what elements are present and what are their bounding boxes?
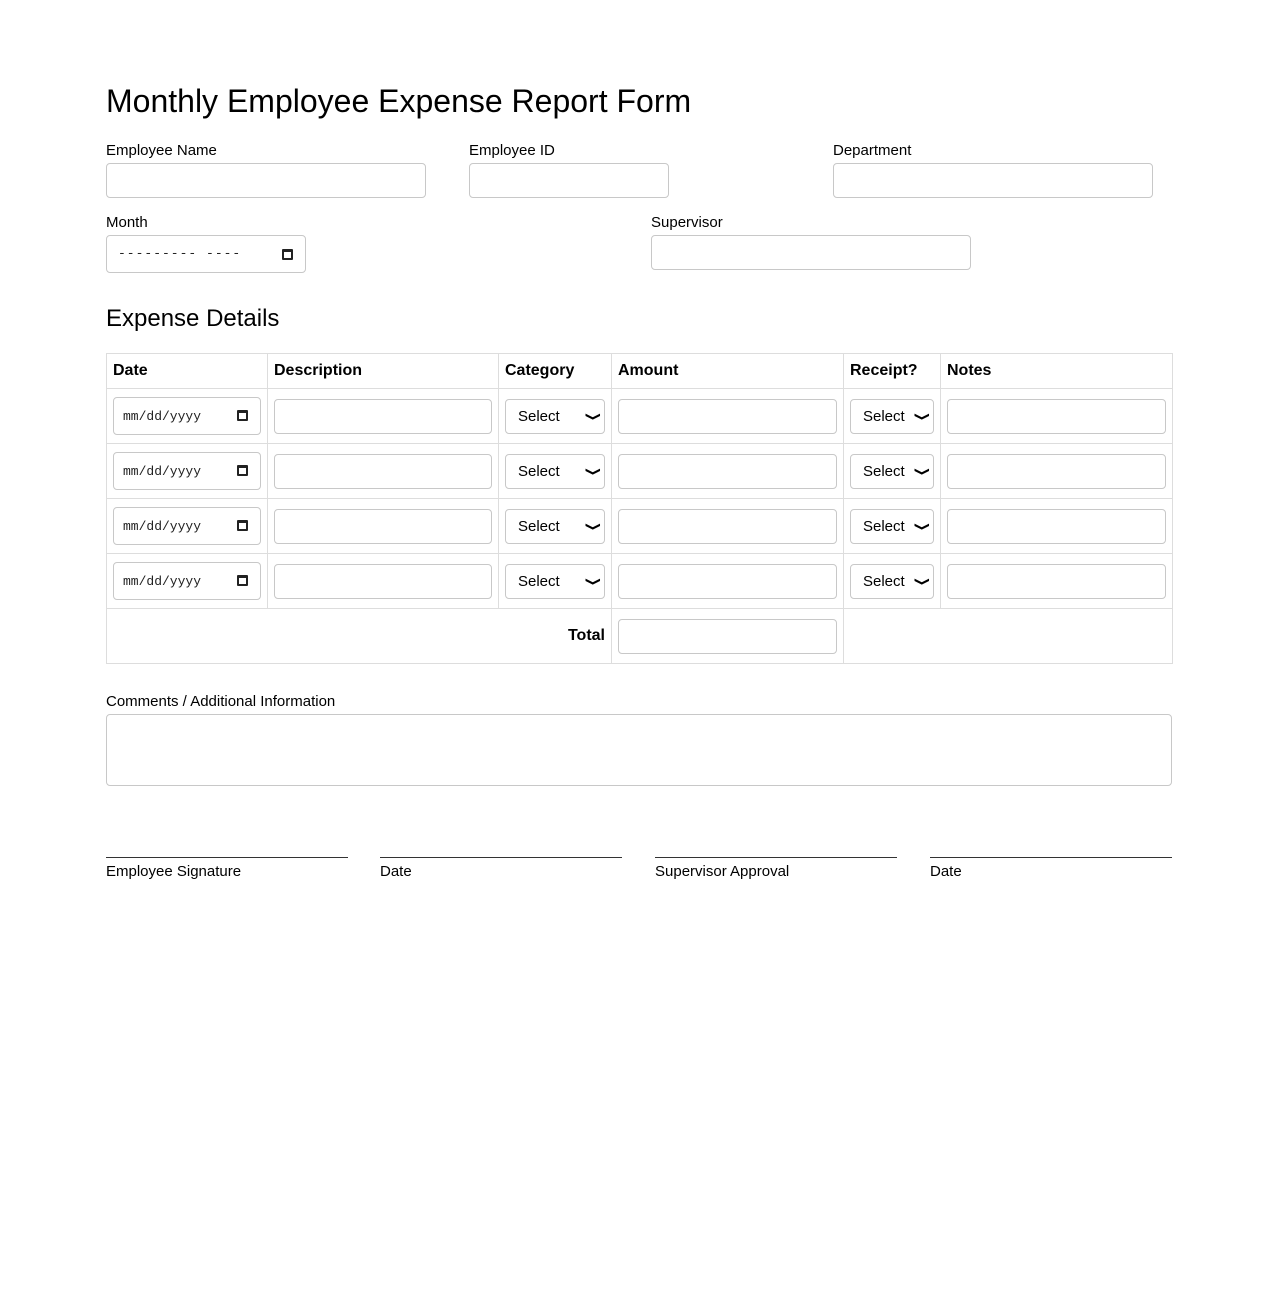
employee-name-label: Employee Name xyxy=(106,142,217,159)
col-category: Category xyxy=(499,354,612,389)
month-input[interactable] xyxy=(106,235,306,273)
description-input[interactable] xyxy=(274,399,492,434)
receipt-select[interactable] xyxy=(850,509,934,544)
description-input[interactable] xyxy=(274,509,492,544)
supervisor-date-line xyxy=(930,857,1172,880)
table-row xyxy=(107,499,1173,554)
category-value: Select xyxy=(518,517,560,535)
supervisor-label: Supervisor xyxy=(651,214,723,231)
chevron-down-icon: ❯ xyxy=(913,576,930,586)
table-row xyxy=(107,389,1173,444)
page-title: Monthly Employee Expense Report Form xyxy=(106,83,692,119)
table-row xyxy=(107,444,1173,499)
table-header xyxy=(107,354,1173,389)
notes-input[interactable] xyxy=(947,399,1166,434)
col-date: Date xyxy=(107,354,268,389)
calendar-icon[interactable] xyxy=(237,520,248,531)
receipt-select[interactable] xyxy=(850,399,934,434)
amount-input[interactable] xyxy=(618,399,837,434)
amount-input[interactable] xyxy=(618,509,837,544)
expense-table xyxy=(106,353,1173,664)
expense-details-heading: Expense Details xyxy=(106,305,280,332)
description-input[interactable] xyxy=(274,564,492,599)
chevron-down-icon: ❯ xyxy=(584,576,601,586)
calendar-icon[interactable] xyxy=(282,249,293,260)
date-input[interactable] xyxy=(113,562,261,600)
chevron-down-icon: ❯ xyxy=(584,466,601,476)
receipt-value: Select xyxy=(863,462,905,480)
employee-id-input[interactable] xyxy=(469,163,669,198)
description-input[interactable] xyxy=(274,454,492,489)
supervisor-input[interactable] xyxy=(651,235,971,270)
category-value: Select xyxy=(518,462,560,480)
month-label: Month xyxy=(106,214,148,231)
category-select[interactable] xyxy=(505,399,605,434)
calendar-icon[interactable] xyxy=(237,575,248,586)
comments-label: Comments / Additional Information xyxy=(106,693,336,710)
date-placeholder: mm/dd/yyyy xyxy=(123,408,202,424)
col-notes: Notes xyxy=(941,354,1173,389)
date-input[interactable] xyxy=(113,452,261,490)
comments-textarea[interactable] xyxy=(106,714,1172,786)
chevron-down-icon: ❯ xyxy=(913,466,930,476)
notes-input[interactable] xyxy=(947,564,1166,599)
col-receipt: Receipt? xyxy=(844,354,941,389)
col-amount: Amount xyxy=(612,354,844,389)
total-input[interactable] xyxy=(618,619,837,654)
category-value: Select xyxy=(518,407,560,425)
employee-id-label: Employee ID xyxy=(469,142,555,159)
category-select[interactable] xyxy=(505,564,605,599)
chevron-down-icon: ❯ xyxy=(913,411,930,421)
receipt-value: Select xyxy=(863,407,905,425)
chevron-down-icon: ❯ xyxy=(584,521,601,531)
date-input[interactable] xyxy=(113,507,261,545)
category-select[interactable] xyxy=(505,454,605,489)
supervisor-approval-line xyxy=(655,857,897,880)
department-input[interactable] xyxy=(833,163,1153,198)
calendar-icon[interactable] xyxy=(237,410,248,421)
employee-signature-line xyxy=(106,857,348,880)
notes-input[interactable] xyxy=(947,454,1166,489)
employee-name-input[interactable] xyxy=(106,163,426,198)
date-input[interactable] xyxy=(113,397,261,435)
chevron-down-icon: ❯ xyxy=(913,521,930,531)
receipt-select[interactable] xyxy=(850,564,934,599)
amount-input[interactable] xyxy=(618,564,837,599)
col-description: Description xyxy=(268,354,499,389)
amount-input[interactable] xyxy=(618,454,837,489)
department-label: Department xyxy=(833,142,912,159)
table-row xyxy=(107,554,1173,609)
total-row xyxy=(107,609,1173,664)
receipt-value: Select xyxy=(863,517,905,535)
employee-date-line xyxy=(380,857,622,880)
date-placeholder: mm/dd/yyyy xyxy=(123,463,202,479)
date-placeholder: mm/dd/yyyy xyxy=(123,573,202,589)
category-value: Select xyxy=(518,572,560,590)
date-placeholder: mm/dd/yyyy xyxy=(123,518,202,534)
receipt-select[interactable] xyxy=(850,454,934,489)
chevron-down-icon: ❯ xyxy=(584,411,601,421)
category-select[interactable] xyxy=(505,509,605,544)
month-placeholder: --------- ---- xyxy=(118,246,242,261)
notes-input[interactable] xyxy=(947,509,1166,544)
sig-label: Date xyxy=(930,863,962,880)
calendar-icon[interactable] xyxy=(237,465,248,476)
total-label: Total xyxy=(107,609,612,664)
sig-label: Employee Signature xyxy=(106,863,242,880)
sig-label: Supervisor Approval xyxy=(655,863,790,880)
receipt-value: Select xyxy=(863,572,905,590)
sig-label: Date xyxy=(380,863,412,880)
